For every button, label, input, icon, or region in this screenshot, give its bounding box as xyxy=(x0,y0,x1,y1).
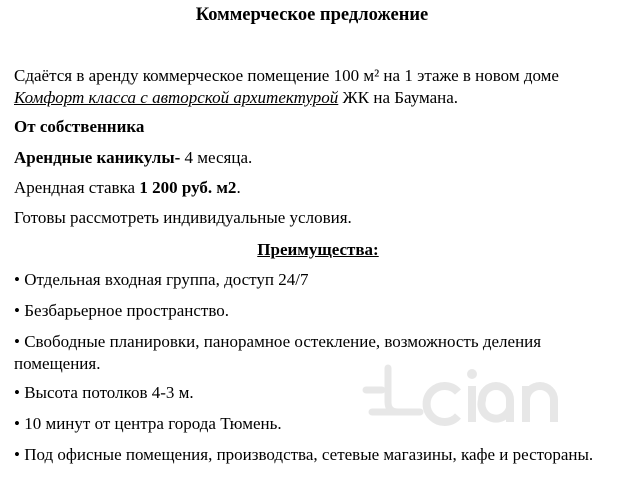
advantage-item: • Свободные планировки, панорамное остекление, возможность деления помещения. xyxy=(14,332,542,373)
cian-watermark-logo xyxy=(360,350,570,440)
rate-line xyxy=(14,177,610,199)
conditions-line: Готовы рассмотреть индивидуальные условия. xyxy=(14,208,352,227)
intro-text: Сдаётся в аренду коммерческое помещение 100 м² на 1 этаже в новом доме xyxy=(14,66,559,85)
document-title: Коммерческое предложение xyxy=(195,5,429,25)
rate-suffix: . xyxy=(236,178,241,197)
intro-text-end: ЖК на Баумана. xyxy=(338,88,459,107)
rate-value: 1 200 руб. м2 xyxy=(139,178,237,197)
advantages-heading: Преимущества: xyxy=(257,240,379,259)
advantage-item: • 10 минут от центра города Тюмень. xyxy=(14,414,282,433)
advantage-item: • Безбарьерное пространство. xyxy=(14,301,230,320)
holidays-label: Арендные каникулы- xyxy=(14,148,181,167)
complex-link[interactable]: Комфорт класса с авторской архитектурой xyxy=(14,88,339,107)
advantage-item: • Высота потолков 4-3 м. xyxy=(14,383,194,402)
advantage-item: • Под офисные помещения, производства, сетевые магазины, кафе и рестораны. xyxy=(14,445,594,464)
holidays-value: 4 месяца. xyxy=(180,148,253,167)
rate-label: Арендная ставка xyxy=(14,178,140,197)
advantage-item: • Отдельная входная группа, доступ 24/7 xyxy=(14,270,309,289)
holidays-line xyxy=(14,147,610,169)
intro-paragraph xyxy=(14,65,610,109)
owner-line: От собственника xyxy=(14,117,145,136)
